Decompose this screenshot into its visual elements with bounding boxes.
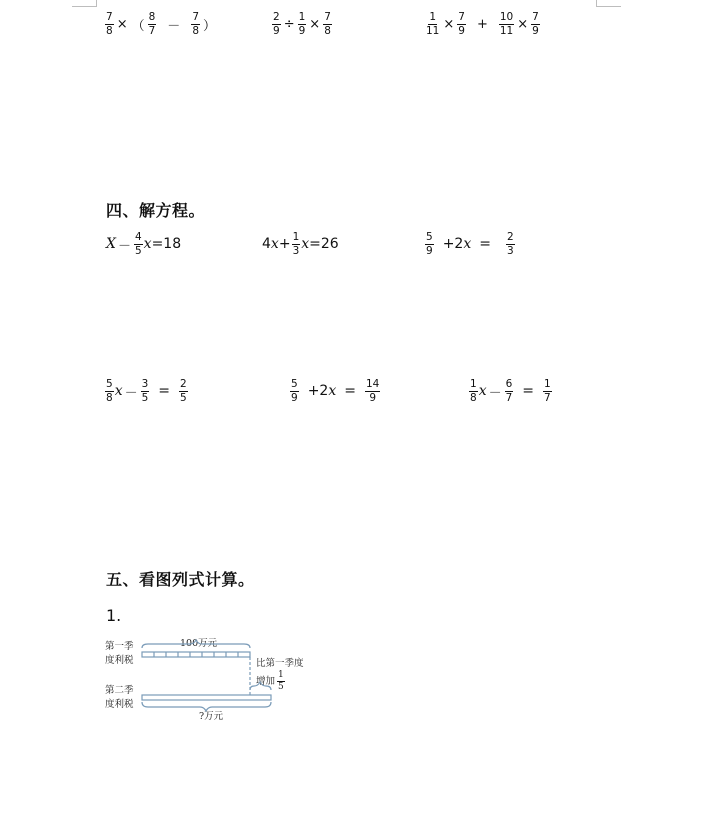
- minus-sign: －: [117, 238, 131, 254]
- fraction: $\frac{2}{5}$: [180, 378, 187, 404]
- expression-3: [424, 12, 541, 36]
- left-paren: （: [131, 18, 145, 34]
- page-corner-mark-left: [72, 0, 97, 7]
- fraction: $\frac{1}{3}$: [292, 231, 300, 257]
- coefficient: 4: [262, 236, 271, 252]
- fraction: $\frac{8}{7}$: [148, 11, 156, 37]
- top-bar: [142, 652, 250, 657]
- fraction: $\frac{7}{9}$: [532, 11, 539, 37]
- times-sign: ×: [116, 16, 128, 32]
- variable: x: [478, 383, 487, 399]
- times-sign: ×: [517, 16, 529, 32]
- equals-sign: =: [158, 383, 171, 399]
- equation-2: [262, 232, 339, 256]
- fraction: $\frac{7}{8}$: [106, 11, 113, 37]
- increase-brace: [250, 682, 271, 690]
- divide-sign: ÷: [283, 16, 295, 32]
- top-amount-label: 100万元: [180, 638, 218, 649]
- fraction: $\frac{1}{5}$: [278, 670, 284, 692]
- minus-sign: －: [167, 18, 181, 34]
- expression-2: [271, 12, 333, 36]
- variable: x: [463, 236, 472, 252]
- times-sign: ×: [309, 16, 321, 32]
- right-hand-side: =26: [309, 236, 339, 252]
- fraction: $\frac{1}{11}$: [426, 11, 440, 37]
- minus-sign: －: [124, 385, 138, 401]
- fraction: $\frac{14}{9}$: [365, 378, 380, 404]
- segment-lines: [100, 630, 340, 730]
- fraction: $\frac{10}{11}$: [499, 11, 514, 37]
- top-brace: [142, 640, 250, 648]
- section-heading-solve-equations: 四、解方程。: [106, 201, 206, 220]
- bottom-bar: [142, 695, 271, 700]
- fraction: $\frac{7}{8}$: [324, 11, 331, 37]
- plus-two: +2: [442, 236, 464, 252]
- right-hand-side: =18: [151, 236, 182, 252]
- fraction: $\frac{4}{5}$: [134, 231, 142, 257]
- fraction: $\frac{1}{8}$: [470, 378, 477, 404]
- equation-1: [106, 232, 181, 256]
- equation-3: [424, 232, 516, 256]
- page-corner-mark-right: [596, 0, 621, 7]
- fraction: $\frac{2}{9}$: [273, 11, 280, 37]
- equation-4: [104, 379, 189, 403]
- q1-label: 第一季 度利税: [105, 641, 134, 666]
- times-sign: ×: [443, 16, 455, 32]
- fraction: $\frac{7}{8}$: [192, 11, 199, 37]
- q2-label: 第二季 度利税: [105, 685, 134, 710]
- variable: x: [143, 236, 152, 252]
- right-paren: ）: [203, 18, 217, 34]
- segment-diagram: [100, 630, 340, 730]
- variable: x: [114, 383, 123, 399]
- plus-two: +2: [307, 383, 329, 399]
- equation-5: [289, 379, 381, 403]
- fraction: $\frac{2}{3}$: [506, 231, 514, 257]
- plus-sign: +: [476, 16, 488, 32]
- fraction: $\frac{5}{9}$: [426, 231, 433, 257]
- fraction: $\frac{1}{9}$: [298, 11, 306, 37]
- question-number: 1.: [106, 606, 122, 625]
- equals-sign: =: [479, 236, 491, 252]
- comparison-text: 比第一季度 增加 $\frac{1}{5}$: [256, 658, 304, 692]
- equation-6: [468, 379, 553, 403]
- variable: X: [106, 236, 116, 252]
- fraction: $\frac{1}{7}$: [544, 378, 551, 404]
- variable: x: [328, 383, 337, 399]
- fraction: $\frac{5}{9}$: [291, 378, 298, 404]
- variable: x: [270, 236, 279, 252]
- fraction: $\frac{5}{8}$: [106, 378, 113, 404]
- minus-sign: －: [488, 385, 502, 401]
- expression-1: [104, 12, 218, 36]
- bottom-amount-label: ?万元: [199, 711, 224, 722]
- fraction: $\frac{7}{9}$: [458, 11, 465, 37]
- equals-sign: =: [344, 383, 356, 399]
- bottom-brace: [142, 702, 271, 711]
- fraction: $\frac{6}{7}$: [505, 378, 513, 404]
- fraction: $\frac{3}{5}$: [141, 378, 149, 404]
- section-heading-diagram-calculation: 五、看图列式计算。: [106, 570, 255, 589]
- plus-sign: +: [278, 236, 291, 252]
- variable: x: [301, 236, 310, 252]
- equals-sign: =: [522, 383, 535, 399]
